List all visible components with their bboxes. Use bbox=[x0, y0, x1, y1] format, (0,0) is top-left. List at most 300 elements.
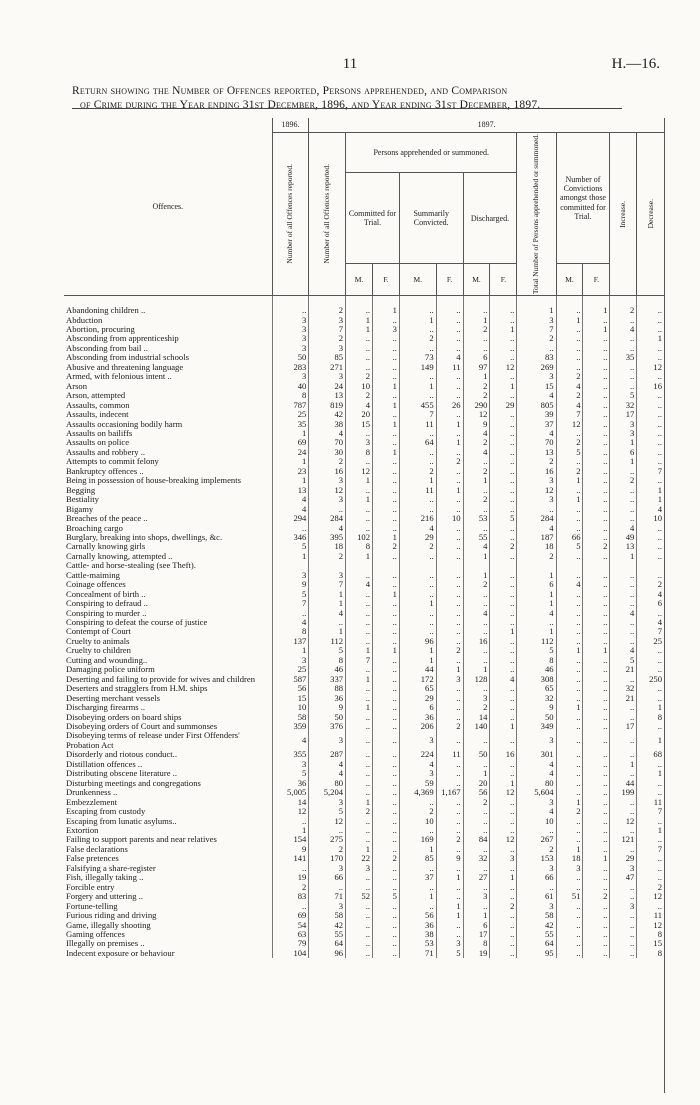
value-cell-summarily-f: .. bbox=[436, 334, 463, 343]
value-cell-summarily-m: 65 bbox=[399, 684, 436, 693]
value-cell-committed-m: .. bbox=[346, 760, 373, 769]
offence-cell: Gaming offences bbox=[66, 929, 125, 939]
value-cell-convictions-m: .. bbox=[556, 760, 583, 769]
value-cell-summarily-m: .. bbox=[399, 325, 436, 334]
value-cell-reported-1896: 19 bbox=[272, 873, 309, 882]
value-cell-total: 4 bbox=[517, 769, 556, 778]
value-cell-decrease: 4 bbox=[637, 618, 664, 627]
page-number: 11 bbox=[342, 56, 358, 72]
value-cell-committed-f: .. bbox=[372, 580, 399, 589]
value-cell-reported-1896: 359 bbox=[272, 722, 309, 731]
value-cell-summarily-m: .. bbox=[399, 826, 436, 835]
value-cell-decrease: .. bbox=[637, 665, 664, 674]
value-cell-summarily-m: .. bbox=[399, 306, 436, 315]
value-cell-discharged-f: .. bbox=[490, 694, 517, 703]
value-cell-convictions-m: .. bbox=[556, 618, 583, 627]
value-cell-decrease: 68 bbox=[637, 750, 664, 759]
header-m: M. bbox=[556, 264, 583, 296]
value-cell-convictions-f: .. bbox=[583, 429, 610, 438]
value-cell-decrease: 2 bbox=[637, 883, 664, 892]
offence-cell: Disturbing meetings and congregations bbox=[66, 778, 201, 788]
value-cell-increase: .. bbox=[610, 703, 637, 712]
value-cell-committed-m: .. bbox=[346, 618, 373, 627]
value-cell-committed-f: 1 bbox=[372, 590, 399, 599]
value-cell-reported-1896: 1 bbox=[272, 646, 309, 655]
value-cell-discharged-f: .. bbox=[490, 798, 517, 807]
value-cell-convictions-f: .. bbox=[583, 344, 610, 353]
value-cell-discharged-m: 2 bbox=[463, 580, 490, 589]
value-cell-discharged-m: .. bbox=[463, 684, 490, 693]
table-row bbox=[64, 391, 664, 400]
value-cell-summarily-m: 1 bbox=[399, 656, 436, 665]
value-cell-summarily-f: .. bbox=[436, 552, 463, 561]
value-cell-convictions-m: 2 bbox=[556, 391, 583, 400]
value-cell-summarily-m: 3 bbox=[399, 769, 436, 778]
value-cell-increase: .. bbox=[610, 892, 637, 901]
table-row bbox=[64, 826, 664, 835]
table-row bbox=[64, 911, 664, 920]
value-cell-decrease: 11 bbox=[637, 911, 664, 920]
table-row bbox=[64, 618, 664, 627]
value-cell-discharged-f: .. bbox=[490, 505, 517, 514]
offence-cell: Bankruptcy offences .. bbox=[66, 466, 144, 476]
value-cell-discharged-f: .. bbox=[490, 684, 517, 693]
value-cell-convictions-m: 7 bbox=[556, 410, 583, 419]
value-cell-committed-m: .. bbox=[346, 599, 373, 608]
value-cell-increase: 32 bbox=[610, 684, 637, 693]
value-cell-committed-m: .. bbox=[346, 713, 373, 722]
table-row bbox=[64, 344, 664, 353]
value-cell-reported-1896: 4 bbox=[272, 618, 309, 627]
value-cell-discharged-f: .. bbox=[490, 760, 517, 769]
value-cell-summarily-m: 1 bbox=[399, 845, 436, 854]
value-cell-decrease: 1 bbox=[637, 486, 664, 495]
value-cell-total: 112 bbox=[517, 637, 556, 646]
offence-cell: Assaults, common bbox=[66, 400, 130, 410]
value-cell-total: 4 bbox=[517, 760, 556, 769]
value-cell-summarily-m: 85 bbox=[399, 854, 436, 863]
value-cell-decrease: 1 bbox=[637, 334, 664, 343]
value-cell-discharged-f: 1 bbox=[490, 722, 517, 731]
header-convictions: Number of Convictions amongst those committed for Trial. bbox=[556, 133, 610, 264]
value-cell-discharged-f bbox=[490, 561, 517, 570]
value-cell-summarily-f: 1 bbox=[436, 902, 463, 911]
value-cell-summarily-f: .. bbox=[436, 760, 463, 769]
value-cell-convictions-m: .. bbox=[556, 779, 583, 788]
value-cell-discharged-m: 4 bbox=[463, 429, 490, 438]
value-cell-discharged-m: .. bbox=[463, 618, 490, 627]
value-cell-committed-m: 3 bbox=[346, 438, 373, 447]
value-cell-summarily-f: 4 bbox=[436, 353, 463, 362]
value-cell-committed-f: .. bbox=[372, 731, 399, 750]
value-cell-reported-1896: 54 bbox=[272, 921, 309, 930]
value-cell-reported-1896: 3 bbox=[272, 325, 309, 334]
value-cell-convictions-m bbox=[556, 561, 583, 570]
value-cell-committed-m: 1 bbox=[346, 675, 373, 684]
value-cell-decrease: .. bbox=[637, 325, 664, 334]
value-cell-discharged-f: .. bbox=[490, 457, 517, 466]
value-cell-convictions-m: .. bbox=[556, 722, 583, 731]
value-cell-discharged-f: .. bbox=[490, 590, 517, 599]
value-cell-increase: 3 bbox=[610, 902, 637, 911]
value-cell-decrease: 12 bbox=[637, 921, 664, 930]
value-cell-reported-1897: 88 bbox=[309, 684, 346, 693]
value-cell-convictions-m: .. bbox=[556, 334, 583, 343]
value-cell-convictions-f: .. bbox=[583, 835, 610, 844]
value-cell-summarily-m: .. bbox=[399, 429, 436, 438]
value-cell-convictions-m: .. bbox=[556, 486, 583, 495]
value-cell-committed-f: 1 bbox=[372, 306, 399, 315]
value-cell-discharged-m: 84 bbox=[463, 835, 490, 844]
value-cell-discharged-f: .. bbox=[490, 353, 517, 362]
value-cell-total: 9 bbox=[517, 703, 556, 712]
value-cell-reported-1896: 4 bbox=[272, 731, 309, 750]
value-cell-summarily-f: .. bbox=[436, 429, 463, 438]
value-cell-reported-1897: 46 bbox=[309, 665, 346, 674]
table-row bbox=[64, 438, 664, 447]
value-cell-convictions-f: .. bbox=[583, 599, 610, 608]
value-cell-reported-1897: 271 bbox=[309, 363, 346, 372]
value-cell-increase: .. bbox=[610, 807, 637, 816]
value-cell-summarily-m: .. bbox=[399, 457, 436, 466]
value-cell-increase: .. bbox=[610, 921, 637, 930]
value-cell-convictions-f: .. bbox=[583, 590, 610, 599]
value-cell-decrease: 2 bbox=[637, 580, 664, 589]
value-cell-reported-1896: 63 bbox=[272, 930, 309, 939]
table-row bbox=[64, 486, 664, 495]
value-cell-reported-1896: 9 bbox=[272, 580, 309, 589]
value-cell-discharged-f: .. bbox=[490, 892, 517, 901]
value-cell-decrease: .. bbox=[637, 457, 664, 466]
value-cell-total: 58 bbox=[517, 911, 556, 920]
value-cell-committed-m: 52 bbox=[346, 892, 373, 901]
value-cell-committed-f: .. bbox=[372, 429, 399, 438]
value-cell-discharged-m: 55 bbox=[463, 533, 490, 542]
value-cell-discharged-f: .. bbox=[490, 486, 517, 495]
value-cell-reported-1897: 12 bbox=[309, 817, 346, 826]
value-cell-committed-f: .. bbox=[372, 391, 399, 400]
value-cell-committed-m: .. bbox=[346, 835, 373, 844]
value-cell-reported-1896: 1 bbox=[272, 429, 309, 438]
value-cell-decrease: .. bbox=[637, 420, 664, 429]
value-cell-total: .. bbox=[517, 344, 556, 353]
title-rule bbox=[72, 108, 622, 109]
value-cell-reported-1897: 36 bbox=[309, 694, 346, 703]
value-cell-convictions-m: 2 bbox=[556, 438, 583, 447]
value-cell-convictions-f: .. bbox=[583, 694, 610, 703]
value-cell-discharged-f: .. bbox=[490, 571, 517, 580]
value-cell-convictions-f: .. bbox=[583, 486, 610, 495]
value-cell-committed-m: 1 bbox=[346, 646, 373, 655]
title-line-2: of Crime during the Year ending 31st December, 1896, and Year ending 31st December, 1897. bbox=[80, 99, 541, 111]
table-row bbox=[64, 334, 664, 343]
value-cell-summarily-m: 1 bbox=[399, 892, 436, 901]
value-cell-increase: 3 bbox=[610, 429, 637, 438]
value-cell-discharged-f: .. bbox=[490, 713, 517, 722]
value-cell-total: 15 bbox=[517, 382, 556, 391]
value-cell-decrease bbox=[637, 561, 664, 570]
value-cell-decrease: .. bbox=[637, 429, 664, 438]
value-cell-summarily-m: 3 bbox=[399, 731, 436, 750]
offence-cell: Assaults on bailiffs bbox=[66, 428, 133, 438]
value-cell-discharged-m: 1 bbox=[463, 911, 490, 920]
value-cell-reported-1896: 79 bbox=[272, 939, 309, 948]
value-cell-decrease: 10 bbox=[637, 514, 664, 523]
value-cell-committed-m: 12 bbox=[346, 467, 373, 476]
value-cell-summarily-f: .. bbox=[436, 467, 463, 476]
value-cell-convictions-f: .. bbox=[583, 571, 610, 580]
value-cell-committed-f: .. bbox=[372, 344, 399, 353]
value-cell-committed-m: .. bbox=[346, 514, 373, 523]
table-row bbox=[64, 684, 664, 693]
value-cell-committed-f: .. bbox=[372, 665, 399, 674]
table-row bbox=[64, 949, 664, 958]
offence-cell: Forcible entry bbox=[66, 882, 115, 892]
value-cell-convictions-f: .. bbox=[583, 656, 610, 665]
value-cell-total: 1 bbox=[517, 306, 556, 315]
value-cell-discharged-m: 1 bbox=[463, 769, 490, 778]
value-cell-committed-f: .. bbox=[372, 798, 399, 807]
value-cell-decrease: .. bbox=[637, 817, 664, 826]
value-cell-reported-1897: 5 bbox=[309, 646, 346, 655]
value-cell-committed-m: 10 bbox=[346, 382, 373, 391]
value-cell-committed-f: .. bbox=[372, 552, 399, 561]
value-cell-summarily-m: .. bbox=[399, 552, 436, 561]
value-cell-reported-1896: 346 bbox=[272, 533, 309, 542]
value-cell-committed-f: .. bbox=[372, 769, 399, 778]
title-line-1: Return showing the Number of Offences reported, Persons apprehended, and Comparison bbox=[72, 85, 508, 97]
value-cell-reported-1896: 141 bbox=[272, 854, 309, 863]
value-cell-committed-m: 8 bbox=[346, 448, 373, 457]
value-cell-convictions-f: .. bbox=[583, 665, 610, 674]
value-cell-total: .. bbox=[517, 505, 556, 514]
value-cell-summarily-f: .. bbox=[436, 694, 463, 703]
value-cell-total: 95 bbox=[517, 949, 556, 958]
table-row bbox=[64, 665, 664, 674]
value-cell-committed-m: 1 bbox=[346, 798, 373, 807]
offence-cell: Distillation offences .. bbox=[66, 759, 143, 769]
table-row bbox=[64, 306, 664, 315]
value-cell-increase: .. bbox=[610, 599, 637, 608]
value-cell-convictions-f: 1 bbox=[583, 854, 610, 863]
value-cell-increase: 44 bbox=[610, 779, 637, 788]
value-cell-committed-f: .. bbox=[372, 514, 399, 523]
value-cell-total: .. bbox=[517, 883, 556, 892]
table-row bbox=[64, 353, 664, 362]
value-cell-discharged-m: 2 bbox=[463, 438, 490, 447]
value-cell-decrease: 7 bbox=[637, 627, 664, 636]
value-cell-committed-m: .. bbox=[346, 363, 373, 372]
table-row bbox=[64, 420, 664, 429]
value-cell-summarily-m: .. bbox=[399, 609, 436, 618]
value-cell-reported-1896: 15 bbox=[272, 694, 309, 703]
value-cell-discharged-f: 12 bbox=[490, 363, 517, 372]
value-cell-summarily-m: 2 bbox=[399, 807, 436, 816]
value-cell-convictions-m: .. bbox=[556, 505, 583, 514]
value-cell-discharged-f: 12 bbox=[490, 788, 517, 797]
offence-cell: Escaping from lunatic asylums.. bbox=[66, 816, 177, 826]
offence-cell: Abusive and threatening language bbox=[66, 362, 184, 372]
offence-cell: Assaults occasioning bodily harm bbox=[66, 419, 183, 429]
table-row bbox=[64, 864, 664, 873]
table-row bbox=[64, 590, 664, 599]
value-cell-summarily-m: 1 bbox=[399, 599, 436, 608]
value-cell-increase: 1 bbox=[610, 457, 637, 466]
value-cell-reported-1896: 3 bbox=[272, 656, 309, 665]
page-reference: H.—16. bbox=[611, 56, 660, 72]
value-cell-committed-m: .. bbox=[346, 779, 373, 788]
value-cell-convictions-f: .. bbox=[583, 703, 610, 712]
value-cell-summarily-f: .. bbox=[436, 609, 463, 618]
value-cell-summarily-m bbox=[399, 561, 436, 570]
value-cell-committed-m: 1 bbox=[346, 495, 373, 504]
value-cell-committed-m: .. bbox=[346, 883, 373, 892]
value-cell-reported-1896: 104 bbox=[272, 949, 309, 958]
value-cell-increase: .. bbox=[610, 505, 637, 514]
value-cell-reported-1896: 283 bbox=[272, 363, 309, 372]
offence-cell: Illegally on premises .. bbox=[66, 939, 145, 949]
value-cell-total: 10 bbox=[517, 817, 556, 826]
value-cell-discharged-f: .. bbox=[490, 845, 517, 854]
value-cell-discharged-m: .. bbox=[463, 627, 490, 636]
value-cell-reported-1897: 2 bbox=[309, 552, 346, 561]
value-cell-decrease: .. bbox=[637, 524, 664, 533]
value-cell-summarily-f bbox=[436, 561, 463, 570]
value-cell-decrease: 1 bbox=[637, 703, 664, 712]
value-cell-committed-m: .. bbox=[346, 750, 373, 759]
value-cell-discharged-m: .. bbox=[463, 486, 490, 495]
value-cell-decrease: .. bbox=[637, 694, 664, 703]
value-cell-committed-f: .. bbox=[372, 627, 399, 636]
value-cell-discharged-m: 2 bbox=[463, 382, 490, 391]
table-row bbox=[64, 363, 664, 372]
value-cell-convictions-m: .. bbox=[556, 627, 583, 636]
value-cell-increase: 1 bbox=[610, 438, 637, 447]
value-cell-reported-1897: 2 bbox=[309, 334, 346, 343]
value-cell-convictions-m: 1 bbox=[556, 476, 583, 485]
value-cell-summarily-f: 9 bbox=[436, 854, 463, 863]
value-cell-committed-f: .. bbox=[372, 618, 399, 627]
value-cell-increase: .. bbox=[610, 637, 637, 646]
table-row bbox=[64, 713, 664, 722]
table-row bbox=[64, 835, 664, 844]
value-cell-decrease: .. bbox=[637, 646, 664, 655]
value-cell-decrease: 8 bbox=[637, 949, 664, 958]
value-cell-summarily-m: .. bbox=[399, 505, 436, 514]
value-cell-convictions-m: .. bbox=[556, 675, 583, 684]
value-cell-committed-m: 1 bbox=[346, 476, 373, 485]
value-cell-reported-1897 bbox=[309, 561, 346, 570]
value-cell-convictions-m: .. bbox=[556, 637, 583, 646]
value-cell-convictions-f: .. bbox=[583, 921, 610, 930]
value-cell-total: 1 bbox=[517, 627, 556, 636]
value-cell-discharged-m: .. bbox=[463, 731, 490, 750]
value-cell-reported-1897: 9 bbox=[309, 703, 346, 712]
value-cell-reported-1896: 4 bbox=[272, 505, 309, 514]
table-row bbox=[64, 627, 664, 636]
value-cell-increase: .. bbox=[610, 930, 637, 939]
value-cell-convictions-m: .. bbox=[556, 524, 583, 533]
value-cell-summarily-f: .. bbox=[436, 713, 463, 722]
value-cell-reported-1897: 58 bbox=[309, 911, 346, 920]
value-cell-reported-1897: 337 bbox=[309, 675, 346, 684]
value-cell-decrease: 7 bbox=[637, 807, 664, 816]
value-cell-decrease: .. bbox=[637, 835, 664, 844]
value-cell-total: 37 bbox=[517, 420, 556, 429]
table-row bbox=[64, 845, 664, 854]
value-cell-total: 153 bbox=[517, 854, 556, 863]
value-cell-reported-1897: 4 bbox=[309, 429, 346, 438]
value-cell-decrease: .. bbox=[637, 684, 664, 693]
value-cell-convictions-f: 2 bbox=[583, 542, 610, 551]
value-cell-discharged-f: .. bbox=[490, 580, 517, 589]
offence-cell: Falsifying a share-register bbox=[66, 863, 156, 873]
value-cell-committed-m: .. bbox=[346, 911, 373, 920]
value-cell-summarily-f: 3 bbox=[436, 939, 463, 948]
value-cell-increase: .. bbox=[610, 590, 637, 599]
value-cell-reported-1897: 1 bbox=[309, 599, 346, 608]
value-cell-convictions-m: .. bbox=[556, 457, 583, 466]
value-cell-committed-f: 1 bbox=[372, 401, 399, 410]
value-cell-total: 2 bbox=[517, 552, 556, 561]
table-row bbox=[64, 854, 664, 863]
value-cell-committed-f: .. bbox=[372, 363, 399, 372]
value-cell-discharged-f: .. bbox=[490, 807, 517, 816]
value-cell-summarily-f: .. bbox=[436, 476, 463, 485]
value-cell-reported-1896: 10 bbox=[272, 703, 309, 712]
value-cell-reported-1896: .. bbox=[272, 817, 309, 826]
table-row bbox=[64, 457, 664, 466]
value-cell-discharged-f: .. bbox=[490, 883, 517, 892]
value-cell-summarily-m: 169 bbox=[399, 835, 436, 844]
value-cell-convictions-f: .. bbox=[583, 779, 610, 788]
value-cell-total: 3 bbox=[517, 476, 556, 485]
offences-table bbox=[64, 118, 664, 958]
value-cell-summarily-f: 11 bbox=[436, 750, 463, 759]
value-cell-committed-m: .. bbox=[346, 665, 373, 674]
value-cell-reported-1897: 5 bbox=[309, 807, 346, 816]
value-cell-discharged-m: .. bbox=[463, 344, 490, 353]
table-row bbox=[64, 552, 664, 561]
value-cell-reported-1896: 294 bbox=[272, 514, 309, 523]
offence-cell: Game, illegally shooting bbox=[66, 920, 151, 930]
value-cell-committed-f bbox=[372, 561, 399, 570]
value-cell-convictions-m: .. bbox=[556, 817, 583, 826]
value-cell-committed-f: .. bbox=[372, 599, 399, 608]
value-cell-total: 4 bbox=[517, 429, 556, 438]
value-cell-discharged-m: 140 bbox=[463, 722, 490, 731]
value-cell-reported-1896: 587 bbox=[272, 675, 309, 684]
value-cell-convictions-m: 4 bbox=[556, 382, 583, 391]
value-cell-summarily-m: 11 bbox=[399, 486, 436, 495]
header-number-1896-text: Number of all Offences reported. bbox=[285, 164, 295, 264]
value-cell-committed-f: .. bbox=[372, 495, 399, 504]
value-cell-reported-1896: 12 bbox=[272, 807, 309, 816]
value-cell-convictions-m: 18 bbox=[556, 854, 583, 863]
value-cell-reported-1896: 5 bbox=[272, 542, 309, 551]
value-cell-committed-f: .. bbox=[372, 788, 399, 797]
offence-cell: Bigamy bbox=[66, 504, 94, 514]
value-cell-discharged-f: .. bbox=[490, 921, 517, 930]
value-cell-committed-m: 4 bbox=[346, 580, 373, 589]
value-cell-discharged-f: .. bbox=[490, 391, 517, 400]
value-cell-discharged-f: 2 bbox=[490, 542, 517, 551]
offence-cell: Cattle- and horse-stealing (see Theft). bbox=[66, 561, 196, 571]
value-cell-committed-f: .. bbox=[372, 372, 399, 381]
value-cell-decrease: .. bbox=[637, 722, 664, 731]
value-cell-reported-1897: 71 bbox=[309, 892, 346, 901]
header-f: F. bbox=[372, 264, 399, 296]
